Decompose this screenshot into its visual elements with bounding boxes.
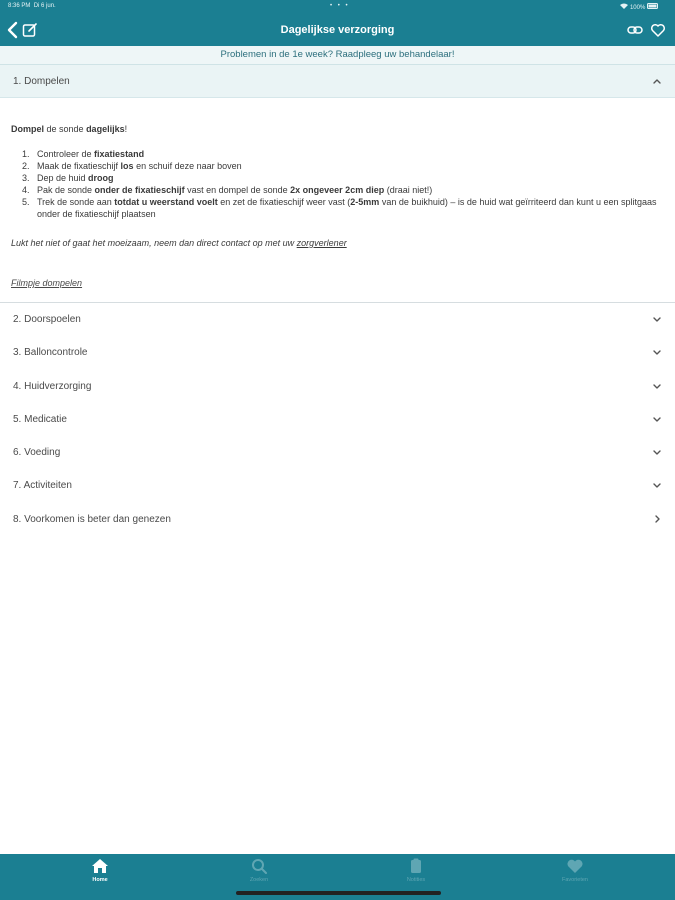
section-label: 6. Voeding xyxy=(13,447,61,459)
chevron-up-icon xyxy=(652,76,662,86)
tab-notes[interactable]: Notities xyxy=(386,858,446,898)
step-bold-text: totdat u weerstand voelt xyxy=(114,197,218,207)
section-item[interactable] xyxy=(0,503,675,536)
step-text: (draai niet!) xyxy=(384,185,433,195)
step-text: Pak de sonde xyxy=(37,185,95,195)
contact-note: Lukt het niet of gaat het moeizaam, neem dan direct contact op met uw zorgverlener xyxy=(11,238,347,248)
section-dompelen-content xyxy=(0,98,675,302)
step-bold-text: droog xyxy=(88,173,114,183)
step-item xyxy=(22,160,662,172)
step-text: Dep de huid xyxy=(37,173,89,183)
tab-search[interactable]: Zoeken xyxy=(229,858,289,898)
section-item[interactable] xyxy=(0,370,675,403)
step-number: 2. xyxy=(22,161,30,171)
top-bar xyxy=(0,0,675,46)
step-bold-text: onder de fixatieschijf xyxy=(94,185,185,195)
step-item xyxy=(22,148,662,160)
section-item[interactable] xyxy=(0,336,675,369)
section-label: 5. Medicatie xyxy=(13,413,67,425)
section-item[interactable] xyxy=(0,303,675,336)
step-text: en zet de fixatieschijf weer vast ( xyxy=(217,197,351,207)
nav-bar xyxy=(0,19,675,43)
step-bold-text: 2x ongeveer 2cm diep xyxy=(290,185,385,195)
step-number: 3. xyxy=(22,173,30,183)
chevron-down-icon xyxy=(652,381,662,391)
video-link[interactable]: Filmpje dompelen xyxy=(11,278,83,288)
battery-icon xyxy=(647,3,659,9)
step-text: vast en dompel de sonde xyxy=(184,185,291,195)
step-number: 4. xyxy=(22,185,30,195)
section-list xyxy=(0,302,675,536)
section-label: 7. Activiteiten xyxy=(13,480,72,492)
wifi-icon xyxy=(620,3,628,9)
step-item xyxy=(22,196,662,220)
chevron-down-icon xyxy=(652,447,662,457)
step-text: Trek de sonde aan xyxy=(37,197,115,207)
link-icon[interactable] xyxy=(627,23,643,37)
intro-text: Dompel de sonde dagelijks! xyxy=(11,124,128,134)
tab-home[interactable]: Home xyxy=(70,858,130,898)
section-label: 2. Doorspoelen xyxy=(13,314,81,325)
section-dompelen-header[interactable] xyxy=(0,65,675,98)
section-label: 8. Voorkomen is beter dan genezen xyxy=(13,513,171,525)
home-icon xyxy=(91,858,109,874)
status-bar xyxy=(0,3,675,13)
chevron-down-icon xyxy=(652,314,662,324)
home-indicator xyxy=(236,891,441,895)
heart-outline-icon[interactable] xyxy=(650,22,666,38)
zorgverlener-link[interactable]: zorgverlener xyxy=(296,238,347,248)
step-number: 5. xyxy=(22,197,30,207)
search-icon xyxy=(250,858,268,874)
status-time-date: 8:36 PM Di 6 jun. xyxy=(8,3,56,9)
heart-icon xyxy=(566,858,584,874)
section-item[interactable] xyxy=(0,403,675,436)
step-item xyxy=(22,184,662,196)
step-number: 1. xyxy=(22,149,30,159)
step-text: van de buikhuid) – is de huid wat geïrriteerd dan kunt u een splitgaas onder de fixatieschijf plaatsen xyxy=(37,197,657,219)
step-bold-text: los xyxy=(120,161,134,171)
section-item[interactable] xyxy=(0,469,675,502)
section-item[interactable] xyxy=(0,436,675,469)
warning-banner: Problemen in de 1e week? Raadpleeg uw behandelaar! xyxy=(0,46,675,65)
chevron-down-icon xyxy=(652,480,662,490)
section-label: 3. Balloncontrole xyxy=(13,347,88,359)
section-title: 1. Dompelen xyxy=(13,76,70,87)
chevron-down-icon xyxy=(652,414,662,424)
status-dots: • • • xyxy=(330,3,350,9)
step-bold-text: fixatiestand xyxy=(94,149,145,159)
section-label: 4. Huidverzorging xyxy=(13,380,92,392)
page-title: Dagelijkse verzorging xyxy=(280,24,395,36)
step-item xyxy=(22,172,662,184)
notes-icon xyxy=(407,858,425,874)
step-text: en schuif deze naar boven xyxy=(133,161,242,171)
step-text: Maak de fixatieschijf xyxy=(37,161,121,171)
chevron-down-icon xyxy=(652,347,662,357)
step-text: Controleer de xyxy=(37,149,95,159)
battery-status: 100% xyxy=(620,3,659,11)
tab-favorites[interactable]: Favorieten xyxy=(545,858,605,898)
steps-list xyxy=(22,148,662,220)
step-bold-text: 2-5mm xyxy=(350,197,380,207)
chevron-right-icon xyxy=(652,514,662,524)
